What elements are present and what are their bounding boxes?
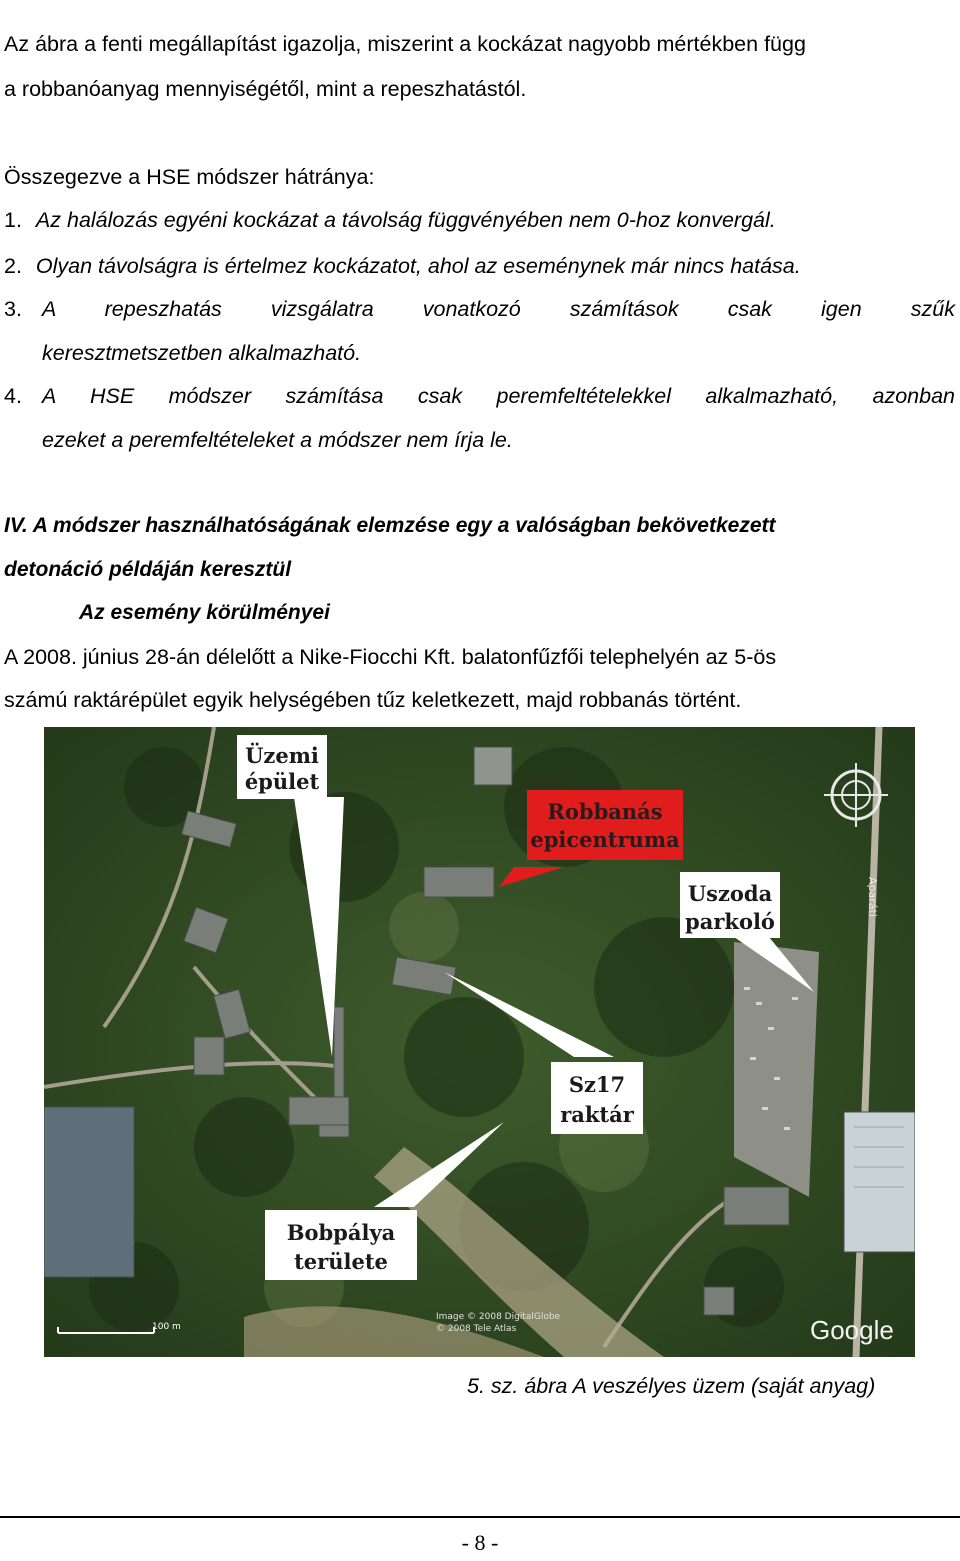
section-paragraph-line-2: számú raktárépület egyik helységében tűz keletkezett, majd robbanás történt. bbox=[4, 688, 742, 712]
label-sz17-warehouse bbox=[551, 1062, 643, 1134]
summary-item-4-cont: ezeket a peremfeltételeket a módszer nem írja le. bbox=[42, 428, 513, 452]
figure-caption: 5. sz. ábra A veszélyes üzem (saját anyag) bbox=[467, 1374, 876, 1398]
aerial-map-figure bbox=[44, 727, 915, 1357]
explosion-epicenter-building bbox=[424, 867, 494, 897]
list-number: 4. bbox=[4, 384, 22, 408]
factory-building bbox=[334, 1007, 344, 1107]
footer-divider bbox=[0, 1516, 960, 1518]
summary-item-3-cont: keresztmetszetben alkalmazható. bbox=[42, 341, 362, 365]
summary-item-4 bbox=[4, 384, 955, 409]
svg-text:Uszoda: Uszoda bbox=[687, 881, 773, 906]
parking-lot bbox=[734, 942, 819, 1197]
label-bobsleigh-area bbox=[265, 1210, 417, 1280]
page-number: - 8 - bbox=[461, 1530, 499, 1555]
svg-text:epicentruma: epicentruma bbox=[530, 827, 680, 852]
list-number: 2. bbox=[4, 254, 22, 278]
map-credit: © 2008 Tele Atlas bbox=[436, 1324, 517, 1334]
google-logo: Google bbox=[810, 1315, 894, 1345]
list-number: 3. bbox=[4, 297, 22, 321]
list-text: Olyan távolságra is értelmez kockázatot, ahol az eseménynek már nincs hatása. bbox=[35, 254, 801, 278]
list-number: 1. bbox=[4, 208, 22, 232]
section-title-line-1: IV. A módszer használhatóságának elemzése egy a valóságban bekövetkezett bbox=[4, 514, 776, 537]
label-factory-building bbox=[237, 735, 327, 799]
summary-item-1 bbox=[4, 208, 776, 233]
label-pool-parking bbox=[680, 872, 780, 938]
summary-item-2 bbox=[4, 254, 801, 279]
summary-heading: Összegezve a HSE módszer hátránya: bbox=[4, 165, 375, 189]
intro-line-2: a robbanóanyag mennyiségétől, mint a repeszhatástól. bbox=[4, 77, 527, 101]
svg-text:parkoló: parkoló bbox=[685, 909, 775, 934]
section-title-line-2: detonáció példáján keresztül bbox=[4, 558, 292, 581]
intro-line-1: Az ábra a fenti megállapítást igazolja, miszerint a kockázat nagyobb mértékben függ bbox=[4, 32, 806, 56]
svg-text:Üzemi: Üzemi bbox=[245, 743, 319, 768]
list-text: A HSE módszer számítása csak peremfeltételekkel alkalmazható, azonban bbox=[42, 384, 955, 408]
label-explosion-epicenter bbox=[527, 790, 683, 860]
svg-text:épület: épület bbox=[244, 769, 320, 794]
section-subtitle: Az esemény körülményei bbox=[79, 601, 330, 624]
svg-text:Sz17: Sz17 bbox=[568, 1072, 626, 1097]
section-paragraph-line-1: A 2008. június 28-án délelőtt a Nike-Fiocchi Kft. balatonfűzfői telephelyén az 5-ös bbox=[4, 645, 777, 669]
image-credit: Image © 2008 DigitalGlobe bbox=[436, 1312, 561, 1322]
svg-text:Bobpálya: Bobpálya bbox=[286, 1220, 396, 1245]
pool-building bbox=[844, 1112, 915, 1252]
svg-text:területe: területe bbox=[294, 1249, 388, 1274]
svg-text:raktár: raktár bbox=[560, 1102, 634, 1127]
list-text: A repeszhatás vizsgálatra vonatkozó számítások csak igen szűk bbox=[42, 297, 955, 321]
svg-text:100 m: 100 m bbox=[152, 1322, 181, 1332]
road-label: Aparáti bbox=[866, 877, 879, 917]
list-text: Az halálozás egyéni kockázat a távolság függvényében nem 0-hoz konvergál. bbox=[35, 208, 776, 232]
svg-text:Robbanás: Robbanás bbox=[547, 799, 663, 824]
summary-item-3 bbox=[4, 297, 955, 322]
